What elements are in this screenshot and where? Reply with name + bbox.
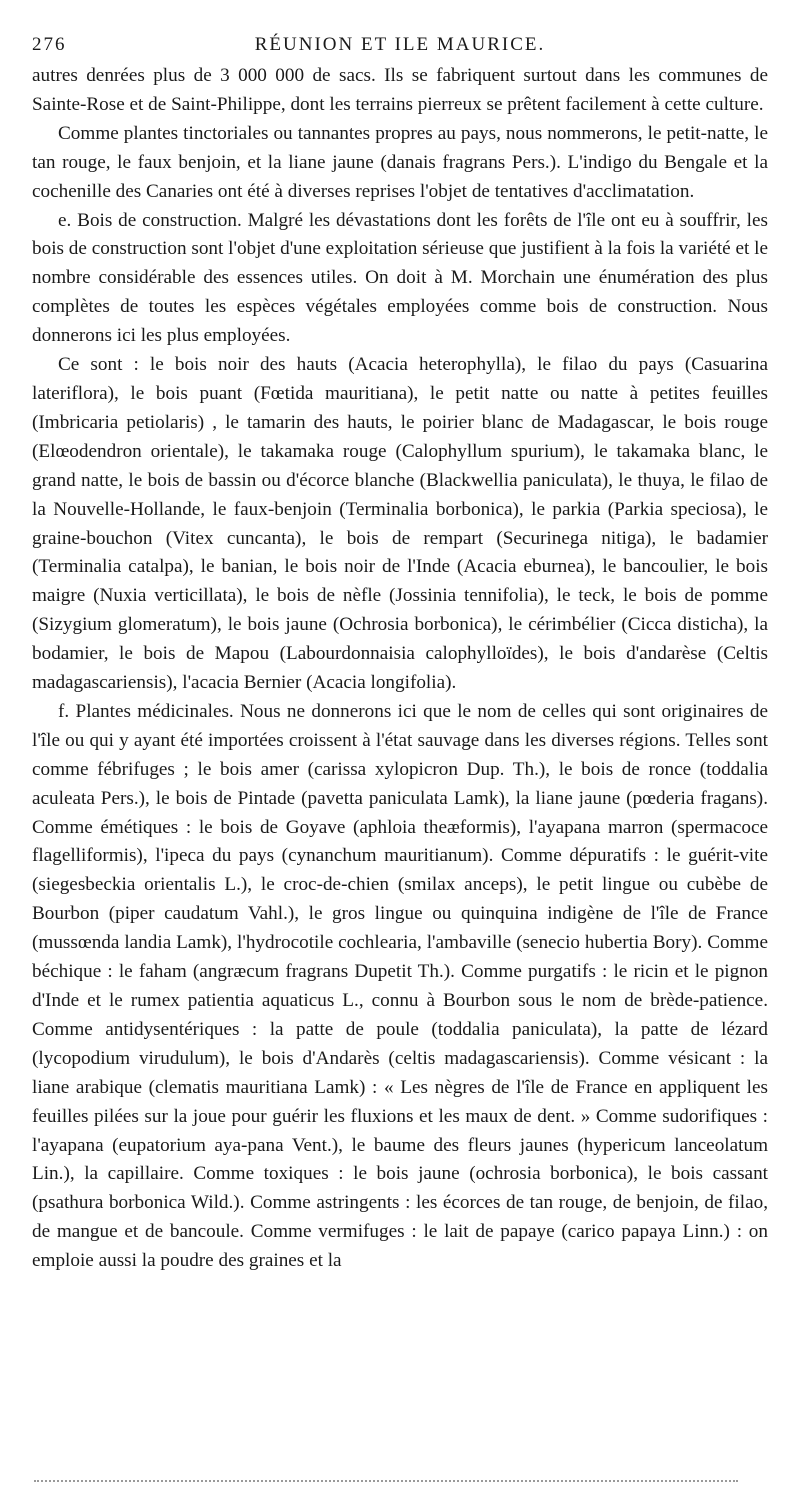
body-text: [32, 62, 768, 1276]
page-number: 276: [32, 34, 67, 55]
running-head: [32, 28, 768, 62]
paragraph: e. Bois de construction. Malgré les dévastations dont les forêts de l'île ont eu à souffrir, les bois de construction sont l'objet d'une exploitation sérieuse que justifient à la fois la variété et le nombre considérable des essences utiles. On doit à M. Morchain une énumération des plus complètes de toutes les espèces végétales employées comme bois de construction. Nous donnerons ici les plus employées.: [32, 209, 768, 347]
book-page: [32, 28, 768, 1478]
paragraph: f. Plantes médicinales. Nous ne donnerons ici que le nom de celles qui sont originaires de l'île ou qui y ayant été importées croissent à l'état sauvage dans les diverses régions. Telles sont comme fébrifuges ; le bois amer (carissa xylopicron Dup. Th.), le bois de ronce (toddalia aculeata Pers.), le bois de Pintade (pavetta paniculata Lamk), la liane jaune (pœderia fragans). Comme émétiques : le bois de Goyave (aphloia theæformis), l'ayapana marron (spermacoce flagelliformis), l'ipeca du pays (cynanchum mauritianum). Comme dépuratifs : le guérit-vite (siegesbeckia orientalis L.), le croc-de-chien (smilax anceps), le petit lingue ou cubèbe de Bourbon (piper caudatum Vahl.), le gros lingue ou quinquina indigène de l'île de France (mussœnda landia Lamk), l'hydrocotile cochlearia, l'ambaville (senecio hubertia Bory). Comme béchique : le faham (angræcum fragrans Dupetit Th.). Comme purgatifs : le ricin et le pignon d'Inde et le rumex patientia aquaticus L., connu à Bourbon sous le nom de brède-patience. Comme antidysentériques : la patte de poule (toddalia paniculata), la patte de lézard (lycopodium virudulum), le bois d'Andarès (celtis madagascariensis). Comme vésicant : la liane arabique (clematis mauritiana Lamk) : « Les nègres de l'île de France en appliquent les feuilles pilées sur la joue pour guérir les fluxions et les maux de dent. » Comme sudorifiques : l'ayapana (eupatorium aya-pana Vent.), le baume des fleurs jaunes (hypericum lanceolatum Lin.), la capillaire. Comme toxiques : le bois jaune (ochrosia borbonica), le bois cassant (psathura borbonica Wild.). Comme astringents : les écorces de tan rouge, de benjoin, de filao, de mangue et de bancoule. Comme vermifuges : le lait de papaye (carico papaya Linn.) : on emploie aussi la poudre des graines et la: [32, 700, 768, 1272]
paragraph: Comme plantes tinctoriales ou tannantes propres au pays, nous nommerons, le petit-natte, le tan rouge, le faux benjoin, et la liane jaune (danais fragrans Pers.). L'indigo du Bengale et la cochenille des Canaries ont été à diverses reprises l'objet de tentatives d'acclimatation.: [32, 122, 768, 202]
footer-rule: [34, 1480, 738, 1482]
running-title: RÉUNION ET ILE MAURICE.: [254, 34, 546, 55]
paragraph: autres denrées plus de 3 000 000 de sacs. Ils se fabriquent surtout dans les communes de Sainte-Rose et de Saint-Philippe, dont les terrains pierreux se prêtent facilement à cette culture.: [32, 65, 768, 115]
paragraph: Ce sont : le bois noir des hauts (Acacia heterophylla), le filao du pays (Casuarina lateriflora), le bois puant (Fœtida mauritiana), le petit natte ou natte à petites feuilles (Imbricaria petiolaris) , le tamarin des hauts, le poirier blanc de Madagascar, le bois rouge (Elœodendron orientale), le takamaka rouge (Calophyllum spurium), le takamaka blanc, le grand natte, le bois de bassin ou d'écorce blanche (Blackwellia paniculata), le thuya, le filao de la Nouvelle-Hollande, le faux-benjoin (Terminalia borbonica), le parkia (Parkia speciosa), le graine-bouchon (Vitex cuncanta), le bois de rempart (Securinega nitiga), le badamier (Terminalia catalpa), le banian, le bois noir de l'Inde (Acacia eburnea), le bancoulier, le bois maigre (Nuxia verticillata), le bois de nèfle (Jossinia tennifolia), le teck, le bois de pomme (Sizygium glomeratum), le bois jaune (Ochrosia borbonica), le cérimbélier (Cicca disticha), la bodamier, le bois de Mapou (Labourdonnaisia calophylloïdes), le bois d'andarèse (Celtis madagascariensis), l'acacia Bernier (Acacia longifolia).: [32, 354, 768, 694]
